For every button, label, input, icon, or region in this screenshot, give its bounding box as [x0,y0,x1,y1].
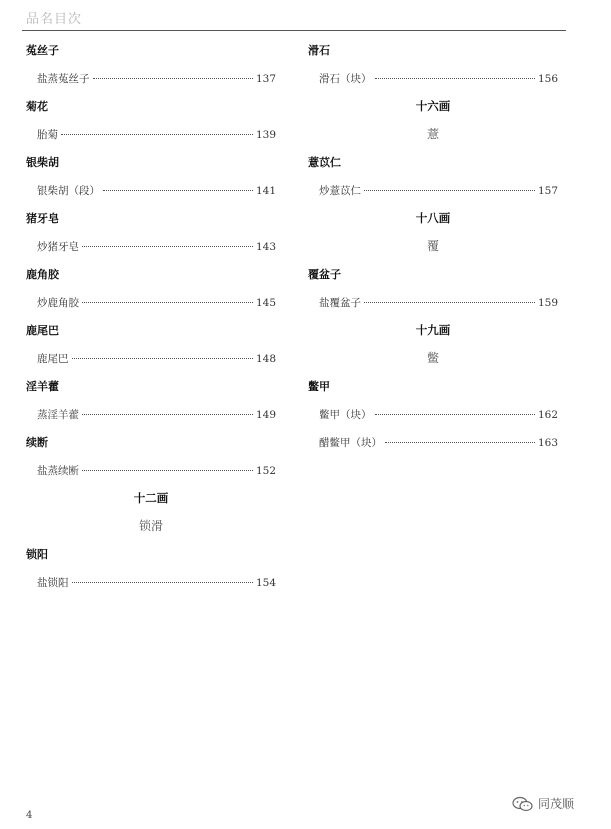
herb-heading: 覆盆子 [308,268,341,281]
entry-name: 醋鳖甲（块） [319,437,382,449]
stroke-count-heading: 十二画 [133,491,169,505]
entry-page-number: 143 [256,241,277,253]
entry-name: 蒸淫羊藿 [37,409,79,421]
herb-heading: 菟丝子 [26,44,59,57]
entry-page-number: 152 [256,465,277,477]
dot-leader [61,133,253,135]
stroke-count-heading: 十九画 [415,323,451,337]
wechat-icon [512,796,534,812]
toc-entry[interactable] [26,124,276,152]
entry-page-number: 139 [256,129,277,141]
entry-name: 滑石（块） [319,73,372,85]
stroke-index-characters: 鳖 [426,351,439,365]
entry-name: 盐覆盆子 [319,297,361,309]
toc-entry[interactable] [26,404,276,432]
toc-entry[interactable] [26,292,276,320]
herb-heading: 鳖甲 [308,380,330,393]
herb-heading: 淫羊藿 [26,380,59,393]
dot-leader [364,189,535,191]
herb-heading: 锁阳 [26,548,48,561]
entry-page-number: 137 [256,73,277,85]
herb-heading: 滑石 [308,44,330,57]
stroke-count-heading: 十六画 [415,99,451,113]
dot-leader [82,469,253,471]
herb-heading: 薏苡仁 [308,156,341,169]
header-rule [22,30,566,31]
dot-leader [93,77,254,79]
entry-page-number: 149 [256,409,277,421]
entry-page-number: 141 [256,185,277,197]
entry-name: 盐蒸续断 [37,465,79,477]
toc-entry[interactable] [26,572,276,600]
herb-heading: 菊花 [26,100,48,113]
entry-name: 银柴胡（段） [37,185,100,197]
toc-entry[interactable] [26,68,276,96]
entry-name: 鹿尾巴 [37,353,69,365]
toc-entry[interactable] [308,292,558,320]
entry-name: 炒薏苡仁 [319,185,361,197]
stroke-index-characters: 薏 [426,127,439,141]
dot-leader [82,413,253,415]
herb-heading: 鹿尾巴 [26,324,59,337]
toc-entry[interactable] [308,404,558,432]
herb-heading: 猪牙皂 [26,212,59,225]
entry-name: 盐蒸菟丝子 [37,73,90,85]
herb-heading: 鹿角胶 [26,268,59,281]
entry-name: 鳖甲（块） [319,409,372,421]
entry-page-number: 154 [256,577,277,589]
entry-page-number: 156 [538,73,559,85]
entry-name: 胎菊 [37,129,58,141]
toc-entry[interactable] [26,180,276,208]
entry-name: 炒鹿角胶 [37,297,79,309]
watermark [512,795,574,812]
toc-entry[interactable] [308,68,558,96]
entry-name: 盐锁阳 [37,577,69,589]
stroke-index-characters: 覆 [426,239,439,253]
dot-leader [72,357,254,359]
dot-leader [375,413,536,415]
entry-page-number: 159 [538,297,559,309]
entry-page-number: 162 [538,409,559,421]
entry-page-number: 157 [538,185,559,197]
entry-page-number: 163 [538,437,559,449]
dot-leader [82,301,253,303]
toc-entry[interactable] [308,432,558,460]
dot-leader [375,77,536,79]
page-number: 4 [26,810,33,821]
dot-leader [364,301,535,303]
dot-leader [82,245,253,247]
toc-entry[interactable] [26,348,276,376]
dot-leader [103,189,253,191]
toc-entry[interactable] [308,180,558,208]
watermark-text: 同茂顺 [538,797,575,811]
stroke-index-characters: 锁滑 [138,519,163,533]
dot-leader [385,441,535,443]
left-column [26,40,276,600]
toc-entry[interactable] [26,460,276,488]
dot-leader [72,581,254,583]
herb-heading: 续断 [26,436,48,449]
entry-page-number: 145 [256,297,277,309]
toc-entry[interactable] [26,236,276,264]
herb-heading: 银柴胡 [26,156,59,169]
entry-name: 炒猪牙皂 [37,241,79,253]
running-header-title: 品名目次 [26,12,83,27]
stroke-count-heading: 十八画 [415,211,451,225]
right-column [308,40,558,460]
entry-page-number: 148 [256,353,277,365]
